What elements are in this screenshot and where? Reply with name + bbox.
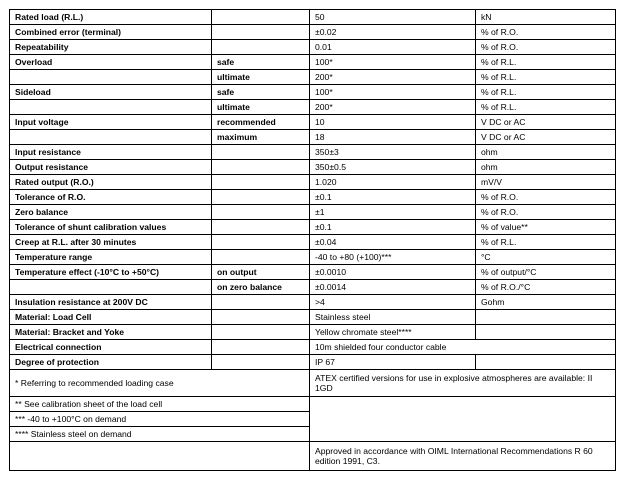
- spec-value: ±0.0010: [310, 265, 476, 280]
- spec-value: ±0.04: [310, 235, 476, 250]
- spec-row: [10, 250, 616, 265]
- spec-unit: % of value**: [476, 220, 616, 235]
- spec-parameter: Overload: [10, 55, 212, 70]
- material-bracket-label: Material: Bracket and Yoke: [10, 325, 212, 340]
- note-3: *** -40 to +100°C on demand: [10, 412, 310, 427]
- materials-section: [10, 310, 616, 370]
- spec-value: 1.020: [310, 175, 476, 190]
- spec-condition: [212, 295, 310, 310]
- spec-value: 0.01: [310, 40, 476, 55]
- spec-parameter: [10, 100, 212, 115]
- spec-parameter: [10, 70, 212, 85]
- spec-parameter: Input voltage: [10, 115, 212, 130]
- oiml-approval-note: Approved in accordance with OIML International Recommendations R 60 edition 1991, C3.: [310, 442, 616, 471]
- spec-unit: °C: [476, 250, 616, 265]
- spec-row: [10, 25, 616, 40]
- spec-row: [10, 130, 616, 145]
- spec-unit: V DC or AC: [476, 115, 616, 130]
- spec-row: [10, 10, 616, 25]
- spec-unit: % of R.L.: [476, 85, 616, 100]
- spec-value: 350±0.5: [310, 160, 476, 175]
- note-1: * Referring to recommended loading case: [10, 370, 310, 397]
- spec-body: [10, 10, 616, 310]
- note-row: [10, 397, 616, 412]
- spec-value: 350±3: [310, 145, 476, 160]
- spec-condition: [212, 220, 310, 235]
- blank-area: [310, 397, 616, 442]
- spec-condition: [212, 10, 310, 25]
- spec-parameter: Repeatability: [10, 40, 212, 55]
- spec-condition: [212, 250, 310, 265]
- spec-row: [10, 145, 616, 160]
- spec-unit: % of R.L.: [476, 235, 616, 250]
- spec-parameter: Rated load (R.L.): [10, 10, 212, 25]
- empty-cell: [212, 340, 310, 355]
- spec-value: 200*: [310, 100, 476, 115]
- spec-value: 50: [310, 10, 476, 25]
- spec-row: [10, 220, 616, 235]
- spec-value: ±0.02: [310, 25, 476, 40]
- spec-row: [10, 115, 616, 130]
- spec-unit: % of R.L.: [476, 70, 616, 85]
- empty-cell: [476, 310, 616, 325]
- spec-condition: [212, 235, 310, 250]
- spec-condition: ultimate: [212, 70, 310, 85]
- spec-value: 10: [310, 115, 476, 130]
- spec-unit: V DC or AC: [476, 130, 616, 145]
- electrical-connection-value: 10m shielded four conductor cable: [310, 340, 616, 355]
- spec-row: [10, 175, 616, 190]
- material-bracket-row: [10, 325, 616, 340]
- empty-cell: [212, 325, 310, 340]
- spec-value: >4: [310, 295, 476, 310]
- spec-value: 200*: [310, 70, 476, 85]
- protection-value: IP 67: [310, 355, 476, 370]
- material-bracket-value: Yellow chromate steel****: [310, 325, 476, 340]
- spec-row: [10, 280, 616, 295]
- spec-value: 100*: [310, 55, 476, 70]
- material-load-cell-value: Stainless steel: [310, 310, 476, 325]
- spec-value: -40 to +80 (+100)***: [310, 250, 476, 265]
- protection-label: Degree of protection: [10, 355, 212, 370]
- spec-condition: [212, 190, 310, 205]
- spec-condition: safe: [212, 85, 310, 100]
- spec-value: 18: [310, 130, 476, 145]
- spec-value: ±1: [310, 205, 476, 220]
- spec-row: [10, 40, 616, 55]
- spec-row: [10, 100, 616, 115]
- material-load-cell-row: [10, 310, 616, 325]
- spec-row: [10, 85, 616, 100]
- notes-section: [10, 370, 616, 471]
- spec-value: 100*: [310, 85, 476, 100]
- spec-unit: % of R.L.: [476, 55, 616, 70]
- empty-cell: [212, 310, 310, 325]
- spec-condition: [212, 160, 310, 175]
- material-load-cell-label: Material: Load Cell: [10, 310, 212, 325]
- spec-parameter: Zero balance: [10, 205, 212, 220]
- spec-condition: on output: [212, 265, 310, 280]
- empty-cell: [476, 355, 616, 370]
- spec-condition: [212, 205, 310, 220]
- spec-parameter: Rated output (R.O.): [10, 175, 212, 190]
- spec-unit: % of R.O.: [476, 190, 616, 205]
- spec-condition: [212, 40, 310, 55]
- spec-value: ±0.1: [310, 220, 476, 235]
- spec-parameter: [10, 130, 212, 145]
- spec-parameter: Tolerance of shunt calibration values: [10, 220, 212, 235]
- atex-note: ATEX certified versions for use in explosive atmospheres are available: II 1GD: [310, 370, 616, 397]
- spec-row: [10, 205, 616, 220]
- spec-unit: % of R.L.: [476, 100, 616, 115]
- spec-row: [10, 160, 616, 175]
- spec-unit: % of R.O./°C: [476, 280, 616, 295]
- spec-unit: % of R.O.: [476, 40, 616, 55]
- spec-value: ±0.0014: [310, 280, 476, 295]
- spec-condition: maximum: [212, 130, 310, 145]
- spec-unit: kN: [476, 10, 616, 25]
- spec-parameter: Input resistance: [10, 145, 212, 160]
- spec-row: [10, 265, 616, 280]
- spec-condition: safe: [212, 55, 310, 70]
- empty-cell: [10, 442, 310, 471]
- spec-parameter: Temperature effect (-10°C to +50°C): [10, 265, 212, 280]
- spec-condition: [212, 175, 310, 190]
- spec-unit: % of R.O.: [476, 25, 616, 40]
- spec-parameter: Output resistance: [10, 160, 212, 175]
- spec-row: [10, 70, 616, 85]
- note-row: [10, 370, 616, 397]
- spec-row: [10, 55, 616, 70]
- spec-condition: ultimate: [212, 100, 310, 115]
- spec-row: [10, 235, 616, 250]
- spec-unit: % of output/°C: [476, 265, 616, 280]
- spec-parameter: Temperature range: [10, 250, 212, 265]
- spec-parameter: Combined error (terminal): [10, 25, 212, 40]
- empty-cell: [476, 325, 616, 340]
- protection-row: [10, 355, 616, 370]
- spec-row: [10, 190, 616, 205]
- spec-unit: ohm: [476, 145, 616, 160]
- spec-unit: ohm: [476, 160, 616, 175]
- spec-row: [10, 295, 616, 310]
- spec-value: ±0.1: [310, 190, 476, 205]
- spec-parameter: Insulation resistance at 200V DC: [10, 295, 212, 310]
- spec-parameter: [10, 280, 212, 295]
- spec-condition: [212, 25, 310, 40]
- spec-unit: % of R.O.: [476, 205, 616, 220]
- spec-table: [9, 9, 616, 471]
- note-4: **** Stainless steel on demand: [10, 427, 310, 442]
- spec-parameter: Sideload: [10, 85, 212, 100]
- spec-unit: Gohm: [476, 295, 616, 310]
- spec-condition: recommended: [212, 115, 310, 130]
- spec-parameter: Creep at R.L. after 30 minutes: [10, 235, 212, 250]
- spec-unit: mV/V: [476, 175, 616, 190]
- note-2: ** See calibration sheet of the load cell: [10, 397, 310, 412]
- spec-condition: [212, 145, 310, 160]
- spec-condition: on zero balance: [212, 280, 310, 295]
- empty-cell: [212, 355, 310, 370]
- oiml-row: [10, 442, 616, 471]
- electrical-connection-row: [10, 340, 616, 355]
- electrical-connection-label: Electrical connection: [10, 340, 212, 355]
- spec-parameter: Tolerance of R.O.: [10, 190, 212, 205]
